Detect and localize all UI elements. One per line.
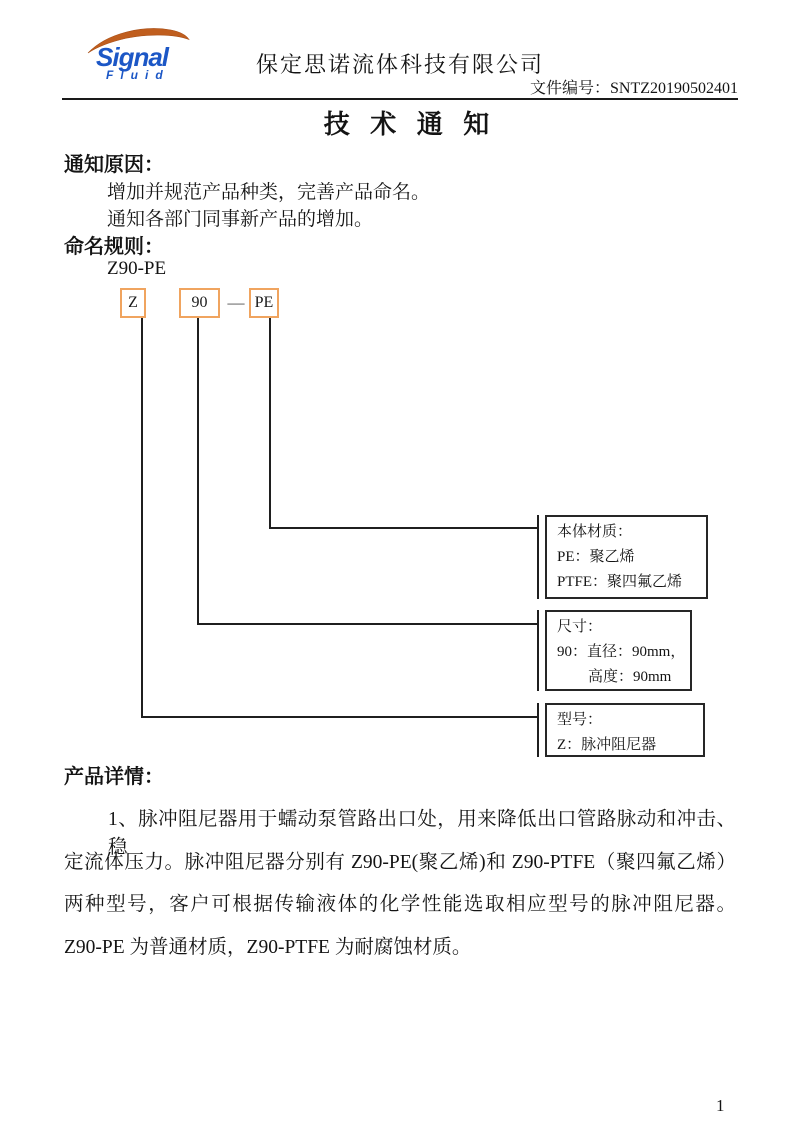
doc-number-value: SNTZ20190502401 <box>610 80 738 97</box>
connector-pe-vertical <box>269 318 271 529</box>
code-box-z: Z <box>120 288 146 318</box>
notice-reason-heading: 通知原因： <box>64 154 164 176</box>
header-divider <box>62 98 738 100</box>
details-heading: 产品详情： <box>64 766 164 788</box>
doc-number <box>530 75 738 98</box>
legend-material-pe: PE：聚乙烯 <box>557 549 635 565</box>
notice-reason-line-1: 增加并规范产品种类，完善产品命名。 <box>107 182 431 203</box>
legend-size-height: 高度：90mm <box>588 669 672 685</box>
legend-material-title: 本体材质： <box>557 524 633 540</box>
legend-size-diameter: 90：直径：90mm， <box>557 644 686 660</box>
legend-model-z: Z：脉冲阻尼器 <box>557 737 657 753</box>
connector-pe-horizontal <box>269 527 539 529</box>
connector-z-horizontal <box>141 716 539 718</box>
code-box-90: 90 <box>179 288 220 318</box>
notice-reason-line-2: 通知各部门同事新产品的增加。 <box>107 209 374 230</box>
code-box-pe: PE <box>249 288 279 318</box>
naming-example: Z90-PE <box>107 258 167 279</box>
details-paragraph-line-2: 定流体压力。脉冲阻尼器分别有 Z90-PE(聚乙烯)和 Z90-PTFE（聚四氟乙烯） <box>64 852 736 873</box>
legend-size-title: 尺寸： <box>557 619 603 635</box>
connector-90-vertical <box>197 318 199 625</box>
company-name: 保定思诺流体科技有限公司 <box>255 52 544 77</box>
page-number: 1 <box>716 1096 725 1115</box>
legend-box-size <box>545 610 692 691</box>
naming-rule-heading: 命名规则： <box>64 236 164 258</box>
brand-sub-text: Fluid <box>106 68 170 82</box>
details-paragraph-line-1: 1、脉冲阻尼器用于蠕动泵管路出口处，用来降低出口管路脉动和冲击、稳 <box>108 809 736 858</box>
code-separator-dash: — <box>227 293 245 312</box>
connector-90-horizontal <box>197 623 539 625</box>
details-paragraph-line-4: Z90-PE 为普通材质，Z90-PTFE 为耐腐蚀材质。 <box>64 937 472 958</box>
brand-name-text: Signal <box>96 42 169 72</box>
legend-tick-model <box>537 703 539 757</box>
legend-material-ptfe: PTFE：聚四氟乙烯 <box>557 574 683 590</box>
legend-tick-size <box>537 610 539 691</box>
legend-tick-material <box>537 515 539 599</box>
legend-box-material <box>545 515 708 599</box>
page-title: 技 术 通 知 <box>323 110 497 139</box>
connector-z-vertical <box>141 318 143 718</box>
legend-box-model <box>545 703 705 757</box>
legend-model-title: 型号： <box>557 712 603 728</box>
doc-number-label: 文件编号： <box>529 80 610 97</box>
details-paragraph-line-3: 两种型号，客户可根据传输液体的化学性能选取相应型号的脉冲阻尼器。 <box>64 894 736 915</box>
